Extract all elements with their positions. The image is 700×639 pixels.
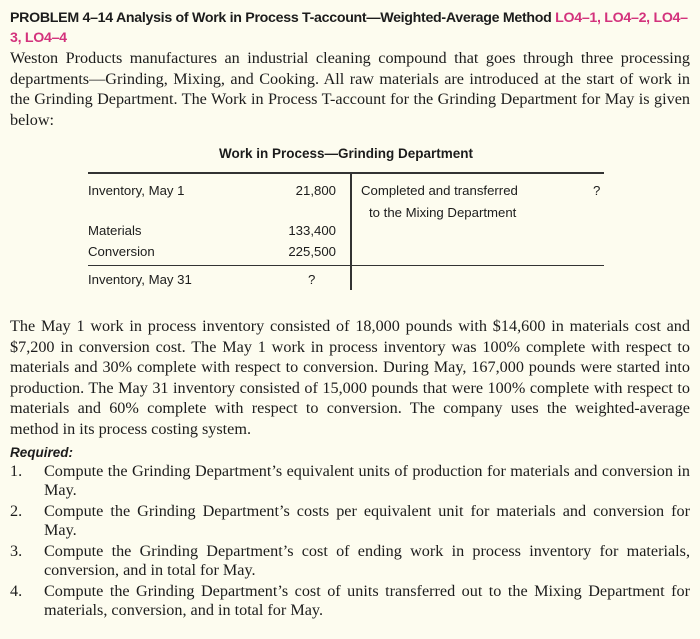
item-number: 2. xyxy=(10,502,23,520)
debit-label: Materials xyxy=(88,223,142,238)
item-number: 3. xyxy=(10,542,23,560)
problem-title: PROBLEM 4–14 Analysis of Work in Process T-account—Weighted-Average Method xyxy=(10,10,552,26)
item-text: Compute the Grinding Department’s costs per equivalent unit for materials and conversion for May. xyxy=(44,502,690,539)
credit-label: Completed and transferred xyxy=(361,183,518,198)
t-account xyxy=(88,140,604,300)
required-item xyxy=(10,502,690,540)
credit-label-line2: to the Mixing Department xyxy=(369,205,517,220)
required-item xyxy=(10,462,690,500)
t-account-top-rule xyxy=(88,172,604,174)
problem-details: The May 1 work in process inventory consisted of 18,000 pounds with $14,600 in materials cost and $7,200 in conversion cost. The May 1 work in process inventory was 100% complete with respect to materials and 30% complete with respect to conversion. During May, 167,000 pounds were started into production. The May 31 inventory consisted of 15,000 pounds that were 100% complete with respect to materials and 60% complete with respect to conversion. The company uses the weighted-average method in its process costing system. xyxy=(10,317,690,438)
debit-label: Conversion xyxy=(88,244,155,259)
debit-value: 225,500 xyxy=(288,244,336,259)
problem-intro: Weston Products manufactures an industrial cleaning compound that goes through three processing departments—Grinding, Mixing, and Cooking. All raw materials are introduced at the start of work in the Grinding Department. The Work in Process T-account for the Grinding Department for May is given below: xyxy=(10,49,690,129)
item-number: 1. xyxy=(10,462,23,480)
debit-value: 133,400 xyxy=(288,223,336,238)
item-number: 4. xyxy=(10,582,23,600)
debit-value: 21,800 xyxy=(295,183,336,198)
learning-objectives: LO4–1, LO4–2, LO4–3, LO4–4 xyxy=(10,10,688,46)
debit-label: Inventory, May 1 xyxy=(88,183,185,198)
credit-value: ? xyxy=(593,183,601,198)
item-text: Compute the Grinding Department’s cost of ending work in process inventory for materials, conversion, and in total for May. xyxy=(44,542,690,579)
required-item xyxy=(10,542,690,580)
t-account-title: Work in Process—Grinding Department xyxy=(218,146,474,161)
t-account-center-rule xyxy=(350,172,352,290)
required-item xyxy=(10,582,690,620)
ending-inventory-label: Inventory, May 31 xyxy=(88,272,192,287)
required-heading: Required: xyxy=(10,445,74,460)
item-text: Compute the Grinding Department’s cost of units transferred out to the Mixing Department for materials, conversion, and in total for May. xyxy=(44,582,690,619)
t-account-balance-rule xyxy=(88,265,604,266)
ending-inventory-value: ? xyxy=(308,272,316,287)
item-text: Compute the Grinding Department’s equivalent units of production for materials and conversion in May. xyxy=(44,462,690,499)
problem-heading xyxy=(10,8,690,48)
